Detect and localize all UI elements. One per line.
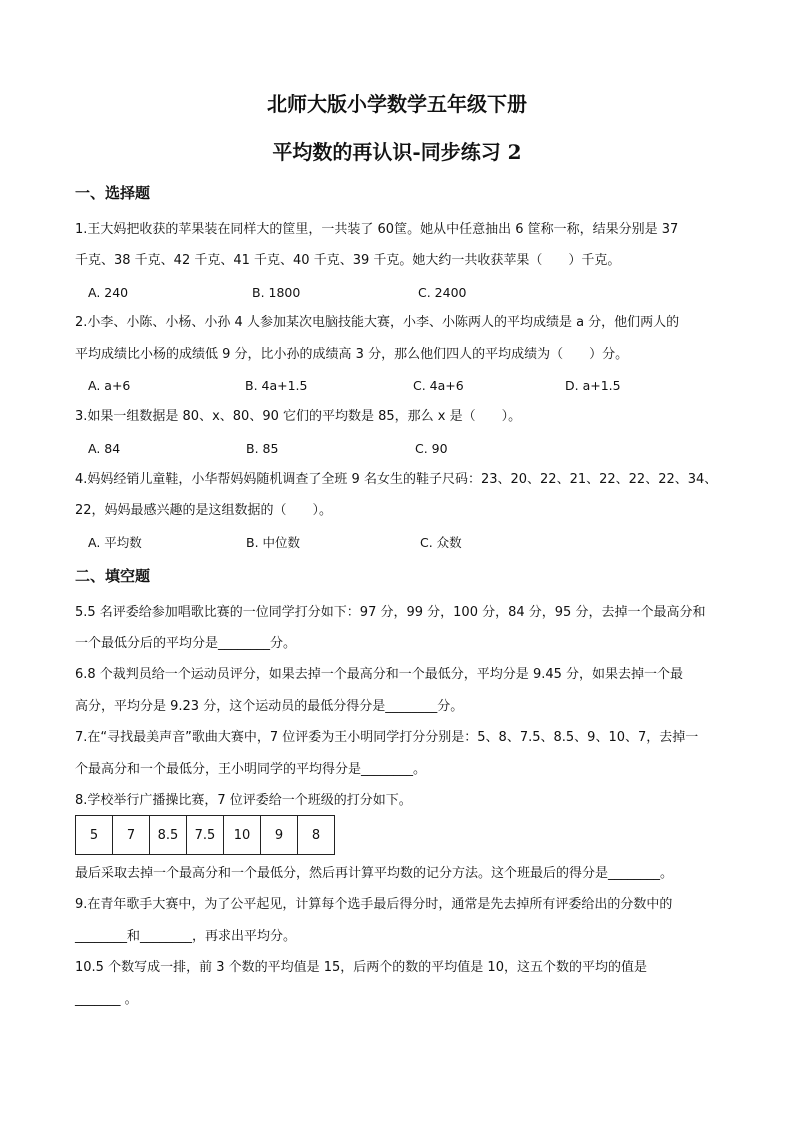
question-4-option-b: B. 中位数: [246, 535, 301, 550]
question-4-line-1: 4.妈妈经销儿童鞋，小华帮妈妈随机调查了全班 9 名女生的鞋子尺码：23、20、22、21、22、22、22、34、: [75, 472, 718, 487]
question-2-line-2: 平均成绩比小杨的成绩低 9 分，比小孙的成绩高 3 分，那么他们四人的平均成绩为（ ）分。: [75, 347, 629, 362]
question-4-line-2: 22，妈妈最感兴趣的是这组数据的（ ）。: [75, 503, 333, 518]
section-heading-choice: 一、选择题: [75, 184, 151, 202]
question-9-line-1: 9.在青年歌手大赛中，为了公平起见，计算每个选手最后得分时，通常是先去掉所有评委给出的分数中的: [75, 897, 673, 912]
score-cell: 7.5: [187, 816, 224, 855]
question-3-option-c: C. 90: [415, 441, 448, 456]
score-cell: 9: [261, 816, 298, 855]
table-row: [76, 816, 335, 855]
score-cell: 8.5: [150, 816, 187, 855]
question-3-option-b: B. 85: [246, 441, 279, 456]
section-heading-fill: 二、填空题: [75, 567, 151, 585]
question-4-option-a: A. 平均数: [88, 535, 142, 550]
question-5-line-2: 一个最低分后的平均分是________分。: [75, 636, 297, 651]
question-10-line-1: 10.5 个数写成一排，前 3 个数的平均值是 15，后两个的数的平均值是 10，这五个数的平均的值是: [75, 960, 647, 975]
question-3-option-a: A. 84: [88, 441, 121, 456]
question-6-line-1: 6.8 个裁判员给一个运动员评分，如果去掉一个最高分和一个最低分，平均分是 9.45 分，如果去掉一个最: [75, 667, 684, 682]
page-title: 北师大版小学数学五年级下册: [267, 92, 527, 116]
question-1-line-1: 1.王大妈把收获的苹果装在同样大的筐里，一共装了 60筐。她从中任意抽出 6 筐称一称，结果分别是 37: [75, 222, 679, 237]
question-2-option-c: C. 4a+6: [413, 378, 464, 393]
scores-table: [75, 815, 335, 855]
score-cell: 5: [76, 816, 113, 855]
question-2-option-b: B. 4a+1.5: [245, 378, 308, 393]
question-7-line-1: 7.在“寻找最美声音”歌曲大赛中，7 位评委为王小明同学打分分别是：5、8、7.5、8.5、9、10、7，去掉一: [75, 730, 699, 745]
question-2-line-1: 2.小李、小陈、小杨、小孙 4 人参加某次电脑技能大赛，小李、小陈两人的平均成绩是 a 分，他们两人的: [75, 315, 680, 330]
question-5-line-1: 5.5 名评委给参加唱歌比赛的一位同学打分如下：97 分，99 分，100 分，84 分，95 分，去掉一个最高分和: [75, 605, 706, 620]
question-3-line-1: 3.如果一组数据是 80、x、80、90 它们的平均数是 85，那么 x 是（ ）。: [75, 409, 522, 424]
question-10-line-2: _______ 。: [75, 992, 138, 1007]
question-2-option-d: D. a+1.5: [565, 378, 621, 393]
question-2-option-a: A. a+6: [88, 378, 131, 393]
question-8-line-2: 最后采取去掉一个最高分和一个最低分，然后再计算平均数的记分方法。这个班最后的得分是________。: [75, 866, 674, 881]
question-1-option-c: C. 2400: [418, 285, 467, 300]
score-cell: 7: [113, 816, 150, 855]
page-subtitle: 平均数的再认识-同步练习 2: [272, 140, 522, 164]
question-4-option-c: C. 众数: [420, 535, 462, 550]
question-1-option-a: A. 240: [88, 285, 129, 300]
question-6-line-2: 高分，平均分是 9.23 分，这个运动员的最低分得分是________分。: [75, 699, 464, 714]
question-8-line-1: 8.学校举行广播操比赛，7 位评委给一个班级的打分如下。: [75, 793, 412, 808]
question-1-line-2: 千克、38 千克、42 千克、41 千克、40 千克、39 千克。她大约一共收获苹果（ ）千克。: [75, 253, 621, 268]
question-1-option-b: B. 1800: [252, 285, 301, 300]
score-cell: 8: [298, 816, 335, 855]
question-9-line-2: ________和________，再求出平均分。: [75, 929, 297, 944]
question-7-line-2: 个最高分和一个最低分，王小明同学的平均得分是________。: [75, 762, 427, 777]
score-cell: 10: [224, 816, 261, 855]
